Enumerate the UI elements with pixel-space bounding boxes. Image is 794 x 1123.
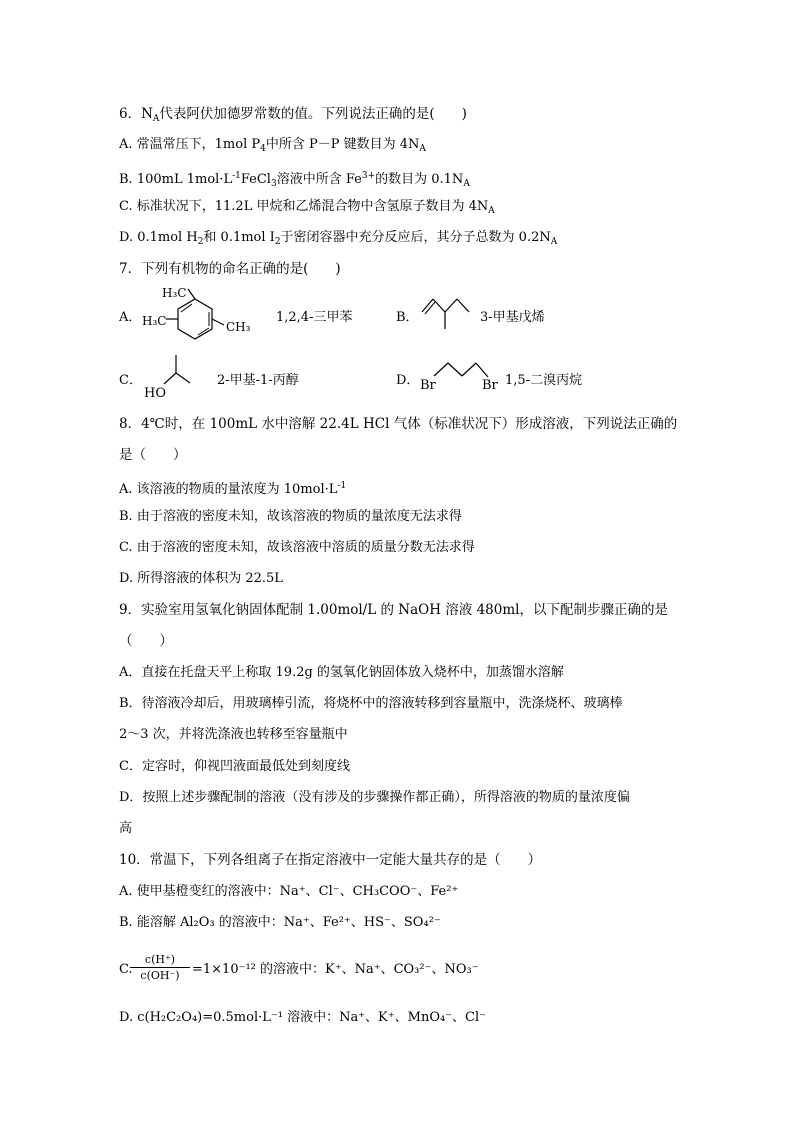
dibromopropane-structure	[418, 357, 503, 393]
q7-option-c-label: C．	[119, 373, 142, 388]
q8-stem-line1: 8．4℃时，在 100mL 水中溶解 22.4L HCl 气体（标准状况下）形成溶液，下列说法正确的	[119, 416, 678, 432]
methylpropanol-structure	[140, 351, 210, 401]
q10-option-d: D. c(H₂C₂O₄)=0.5mol·L⁻¹ 溶液中：Na⁺、K⁺、MnO₄⁻、Cl⁻	[119, 1010, 487, 1025]
h3c-top-label: H₃C	[162, 286, 187, 300]
fraction-denominator: c(OH⁻)	[140, 969, 180, 982]
q8-option-d: D. 所得溶液的体积为 22.5L	[119, 571, 283, 586]
q9-stem-line1: 9．实验室用氢氧化钠固体配制 1.00mol/L 的 NaOH 溶液 480ml，以下配制步骤正确的是	[119, 602, 668, 618]
q10-option-b: B. 能溶解 Al₂O₃ 的溶液中：Na⁺、Fe²⁺、HS⁻、SO₄²⁻	[119, 915, 441, 930]
q7-name-a: 1,2,4-三甲苯	[276, 310, 353, 325]
h3c-left-label: H₃C	[142, 314, 167, 328]
br-left-label: Br	[420, 378, 436, 393]
br-right-label: Br	[482, 378, 498, 393]
q9-option-b-line1: B．待溶液冷却后，用玻璃棒引流，将烧杯中的溶液转移到容量瓶中，洗涤烧杯、玻璃棒	[119, 696, 623, 711]
q10-option-c-fraction	[130, 953, 190, 982]
q7-stem: 7．下列有机物的命名正确的是( )	[119, 261, 341, 277]
q7-option-b-label: B．	[396, 310, 419, 325]
q8-option-b: B. 由于溶液的密度未知，故该溶液的物质的量浓度无法求得	[119, 509, 462, 524]
q9-option-b-line2: 2～3 次，并将洗涤液也转移至容量瓶中	[119, 727, 348, 742]
q8-option-c: C. 由于溶液的密度未知，故该溶液中溶质的质量分数无法求得	[119, 540, 475, 555]
trimethylbenzene-structure	[140, 285, 270, 345]
q6-option-b: B. 100mL $1mol\cdot L^{-1}FeCl_3$溶液中所含 $Fe^{3+}$的数目为 $0.1N_A$	[119, 171, 470, 189]
q7-name-b: 3-甲基戊烯	[480, 310, 545, 325]
q6-option-c: C. 标准状况下，11.2L 甲烷和乙烯混合物中含氢原子数目为 $4N_A$	[119, 199, 495, 216]
q9-stem-line2: （ ）	[119, 633, 173, 649]
methylpentene-structure	[418, 295, 473, 333]
q8-stem-line2: 是（ ）	[119, 447, 187, 463]
ch3-right-label: CH₃	[226, 320, 251, 334]
q8-option-a: A. 该溶液的物质的量浓度为 $10mol\cdot L^{-1}$	[119, 481, 347, 497]
q6-option-a: A. 常温常压下，1mol $P_4$中所含 P－P 键数目为 $4N_A$	[119, 137, 426, 154]
q7-name-c: 2-甲基-1-丙醇	[217, 373, 299, 388]
q6-option-d: D. 0.1mol $H_2$和 0.1mol $I_2$于密闭容器中充分反应后，其分子总数为 $0.2N_A$	[119, 230, 558, 247]
q9-option-d-line2: 高	[119, 821, 133, 836]
q7-name-d: 1,5-二溴丙烷	[505, 373, 583, 388]
q7-option-a-label: A．	[119, 310, 142, 325]
q10-stem: 10．常温下，下列各组离子在指定溶液中一定能大量共存的是（ ）	[119, 852, 542, 868]
q10-option-c-rest: =1×10⁻¹² 的溶液中：K⁺、Na⁺、CO₃²⁻、NO₃⁻	[192, 962, 479, 977]
q9-option-d-line1: D．按照上述步骤配制的溶液（没有涉及的步骤操作都正确），所得溶液的物质的量浓度偏	[119, 790, 630, 805]
q10-option-c-prefix: C.	[119, 962, 133, 977]
fraction-numerator: c(H⁺)	[130, 953, 190, 968]
q9-option-a: A．直接在托盘天平上称取 19.2g 的氢氧化钠固体放入烧杯中，加蒸馏水溶解	[119, 665, 564, 680]
q9-option-c: C．定容时，仰视凹液面最低处到刻度线	[119, 759, 350, 774]
q6-stem: 6．$N_A$代表阿伏加德罗常数的值。下列说法正确的是( )	[119, 106, 467, 124]
q10-option-a: A. 使甲基橙变红的溶液中：Na⁺、Cl⁻、CH₃COO⁻、Fe²⁺	[119, 884, 459, 899]
ho-label: HO	[144, 386, 166, 401]
q7-option-d-label: D．	[396, 373, 420, 388]
